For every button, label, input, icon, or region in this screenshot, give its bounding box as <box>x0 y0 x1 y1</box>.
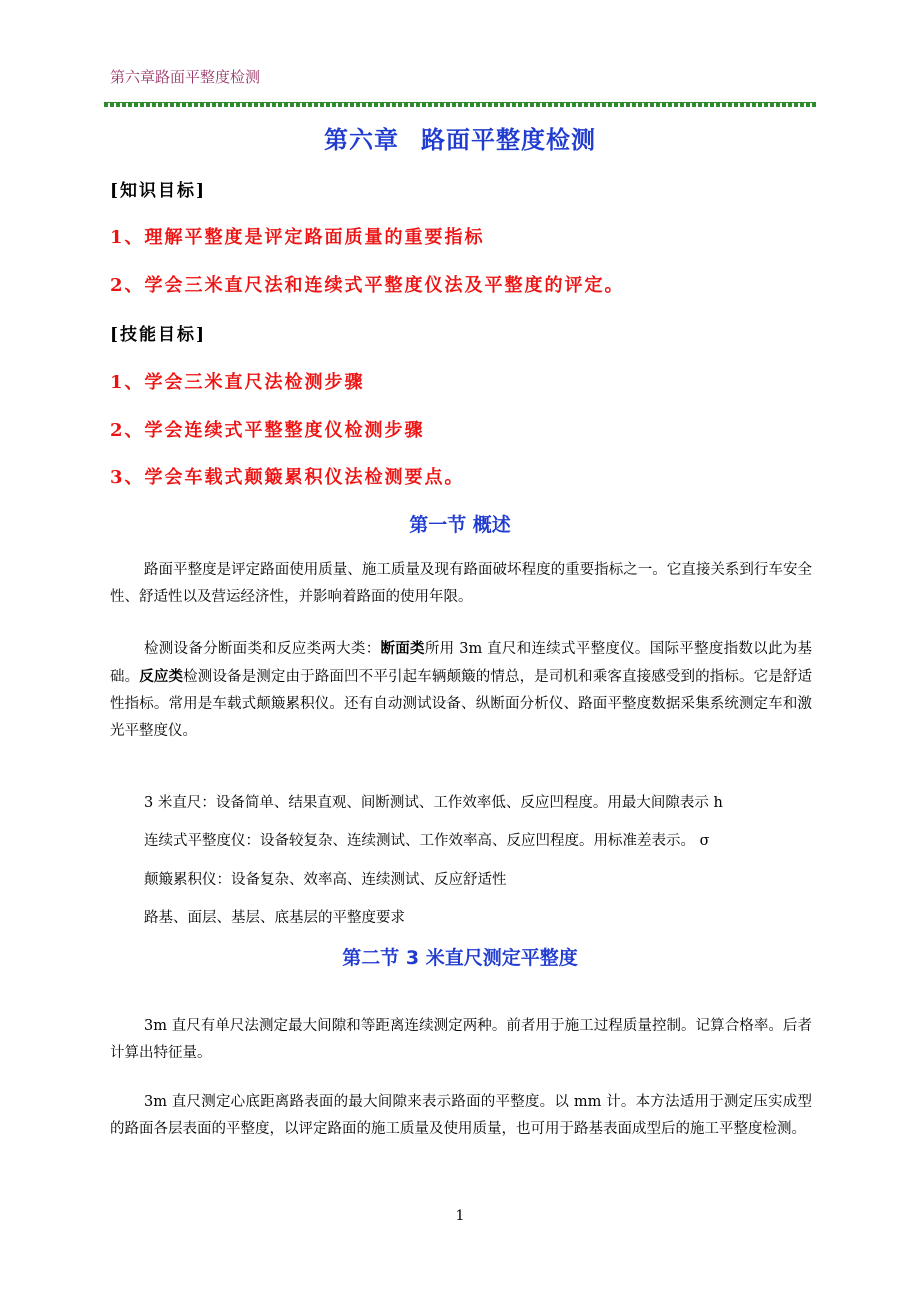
chapter-title <box>0 120 920 155</box>
p2-middle: 所用 3m 直尺和连续式平整度仪。国际平整度指数以此为基础。 <box>110 641 813 685</box>
section-2-paragraph-1: 3m 直尺有单尺法测定最大间隙和等距离连续测定两种。前者用于施工过程质量控制。记算合格率。后者计算出特征量。 <box>110 1018 812 1061</box>
chapter-number: 第六章 <box>324 126 399 154</box>
skill-goal-1: 1、学会三米直尺法检测步骤 <box>110 372 365 393</box>
term-response-type: 反应类 <box>139 668 184 685</box>
skill-goal-2: 2、学会连续式平整整度仪检测步骤 <box>110 420 425 441</box>
skill-goal-3: 3、学会车载式颠簸累积仪法检测要点。 <box>110 467 465 488</box>
knowledge-goals-heading: [知识目标] <box>110 181 207 201</box>
section-2-paragraph-2: 3m 直尺测定心底距离路表面的最大间隙来表示路面的平整度。以 mm 计。本方法适用于测定压实成型的路面各层表面的平整度，以评定路面的施工质量及使用质量，也可用于路基表面成型后的施工平整度检测。 <box>110 1094 812 1137</box>
knowledge-goal-1: 1、理解平整度是评定路面质量的重要指标 <box>110 227 485 248</box>
p2-end: 检测设备是测定由于路面凹不平引起车辆颠簸的情总，是司机和乘客直接感受到的指标。它是舒适性指标。常用是车载式颠簸累积仪。还有自动测试设备、纵断面分析仪、路面平整度数据采集系统测定车和激光平整度仪。 <box>110 669 813 739</box>
header-divider <box>104 102 816 107</box>
device-line-bump-integrator: 颠簸累积仪：设备复杂、效率高、连续测试、反应舒适性 <box>144 872 507 888</box>
section-2-title: 第二节 3 米直尺测定平整度 <box>342 947 578 969</box>
device-line-3m-ruler: 3 米直尺：设备简单、结果直观、间断测试、工作效率低、反应凹程度。用最大间隙表示 h <box>144 795 723 811</box>
chapter-name: 路面平整度检测 <box>421 126 596 154</box>
page-number: 1 <box>455 1208 465 1224</box>
skill-goals-heading: [技能目标] <box>110 325 207 345</box>
knowledge-goal-2: 2、学会三米直尺法和连续式平整度仪法及平整度的评定。 <box>110 275 625 296</box>
section-1-paragraph-1: 路面平整度是评定路面使用质量、施工质量及现有路面破坏程度的重要指标之一。它直接关系到行车安全性、舒适性以及营运经济性，并影响着路面的使用年限。 <box>110 562 812 605</box>
section-1-title: 第一节 概述 <box>409 514 511 536</box>
section-1-paragraph-2 <box>110 635 812 745</box>
running-header-title: 第六章路面平整度检测 <box>110 68 261 86</box>
device-line-continuous-profilometer: 连续式平整度仪：设备较复杂、连续测试、工作效率高、反应凹程度。用标准差表示。 σ <box>144 833 710 849</box>
device-line-requirements: 路基、面层、基层、底基层的平整度要求 <box>144 910 405 926</box>
p2-intro: 检测设备分断面类和反应类两大类： <box>144 641 381 657</box>
term-profile-type: 断面类 <box>380 640 425 657</box>
